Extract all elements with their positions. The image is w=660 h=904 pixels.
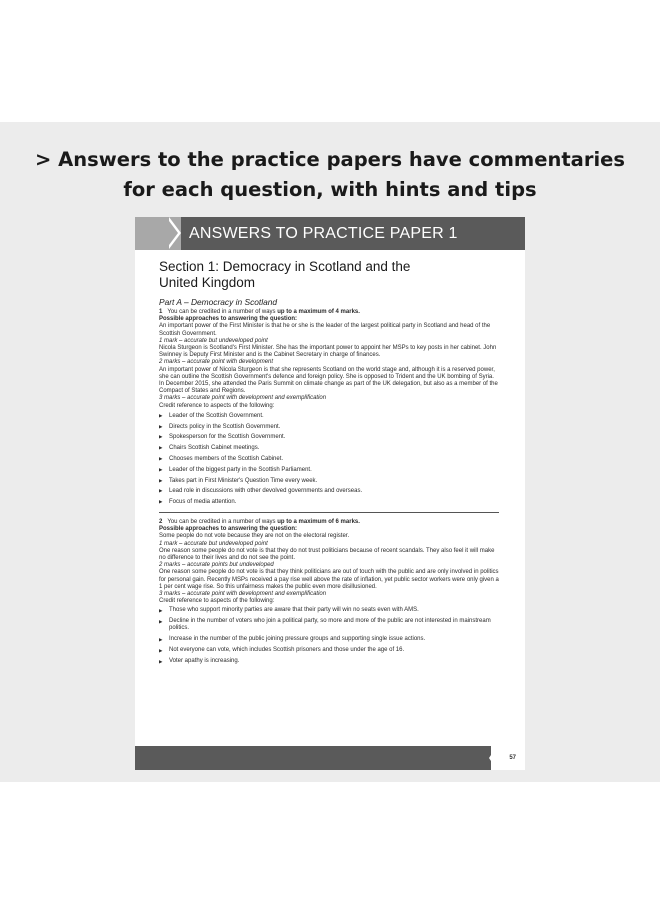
question-2-answer-1: Some people do not vote because they are not on the electoral register. [159,533,350,540]
list-item: ▶ Focus of media attention. [159,497,499,508]
list-item: ▶ Decline in the number of voters who join a political party, so more and more of the public are not interested in mainstream politics. [159,618,499,632]
list-item: ▶ Voter apathy is increasing. [159,658,499,665]
list-item: ▶ Spokesperson for the Scottish Government. [159,432,499,443]
part-heading: Part A – Democracy in Scotland [159,297,278,307]
page-footer-bar [135,746,525,770]
question-2-mark-1: 1 mark – accurate but undeveloped point [159,540,268,547]
page-number: 57 [509,755,516,761]
list-item: ▶ Chooses members of the Scottish Cabinet. [159,454,499,465]
question-2-number: 2 [159,519,163,526]
question-2-credit-heading: Credit reference to aspects of the following: [159,598,275,605]
headline-line-1: > Answers to the practice papers have commentaries [35,148,625,171]
question-2-intro-text: You can be credited in a number of ways [167,519,276,526]
book-page [135,217,525,770]
list-item: ▶ Leader of the biggest party in the Scottish Parliament. [159,465,499,476]
list-item: ▶ Increase in the number of the public joining pressure groups and supporting single issue actions. [159,636,499,643]
question-1-intro [159,309,499,316]
question-1-answer-2: Nicola Sturgeon is Scotland's First Minister. She has the important power to appoint her MSPs to key posts in her cabinet. John Swinney is Deputy First Minister and is the Cabinet Secretary in charge of finances. [159,345,497,359]
question-1-intro-text: You can be credited in a number of ways [167,309,276,315]
question-1-answer-3: An important power of Nicola Sturgeon is that she represents Scotland on the world stage and, although it is a reserved power, she can outline the Scottish Government's defence and foreign policy. She is opposed to Trident and the UK bombing of Syria. In December 2015, she attended the Paris Summit on climate change as part of the UK delegation, but also as a member of the Compact of States and Regions. [159,366,498,395]
question-1-answer-1: An important power of the First Minister is that he or she is the leader of the largest political party in Scotland and head of the Scottish Government. [159,323,491,337]
list-item: ▶ Chairs Scottish Cabinet meetings. [159,443,499,454]
page-number-chevron-icon [489,746,497,770]
question-2-max-marks: up to a maximum of 6 marks. [277,519,360,526]
question-1-max-marks: up to a maximum of 4 marks. [277,309,360,315]
chevron-inner-icon [166,217,178,249]
question-2-answer-3: One reason some people do not vote is that they think politicians are out of touch with the public and are only involved in politics for personal gain. Recently MSPs received a pay rise well above the rate of inflation, yet public sector workers were only given a 1 per cent wage rise. So this unfairness makes the public even more disillusioned. [159,569,499,590]
question-1-mark-2: 2 marks – accurate point with development [159,359,274,366]
question-1-approaches-heading: Possible approaches to answering the question: [159,316,298,323]
list-item: ▶ Lead role in discussions with other devolved governments and overseas. [159,486,499,497]
question-1-credit-heading: Credit reference to aspects of the following: [159,402,275,409]
question-divider [159,512,499,513]
section-title-line-1: Section 1: Democracy in Scotland and the [159,259,411,274]
section-title [159,259,499,291]
list-item: ▶ Leader of the Scottish Government. [159,411,499,422]
question-2-intro [159,519,499,526]
question-1-mark-1: 1 mark – accurate but undeveloped point [159,337,268,344]
page-content [159,259,499,669]
question-2-mark-2: 2 marks – accurate points but undeveloped [159,562,274,569]
list-item: ▶ Not everyone can vote, which includes Scottish prisoners and those under the age of 16. [159,647,499,654]
list-item: ▶ Those who support minority parties are aware that their party will win no seats even with AMS. [159,607,499,614]
headline [0,145,660,205]
section-title-line-2: United Kingdom [159,275,256,290]
question-2-mark-3: 3 marks – accurate point with development and exemplification [159,591,327,598]
list-item: ▶ Directs policy in the Scottish Government. [159,422,499,433]
page-title: ANSWERS TO PRACTICE PAPER 1 [189,225,458,242]
question-2-answer-2: One reason some people do not vote is that they do not trust politicians because of recent scandals. They also feel it will make no difference to their lives and do not see the point. [159,547,495,562]
question-1-mark-3: 3 marks – accurate point with development and exemplification [159,395,327,402]
headline-line-2: for each question, with hints and tips [123,178,537,201]
list-item: ▶ Takes part in First Minister's Question Time every week. [159,476,499,487]
question-2-approaches-heading: Possible approaches to answering the question: [159,526,298,533]
question-1-number: 1 [159,309,163,315]
